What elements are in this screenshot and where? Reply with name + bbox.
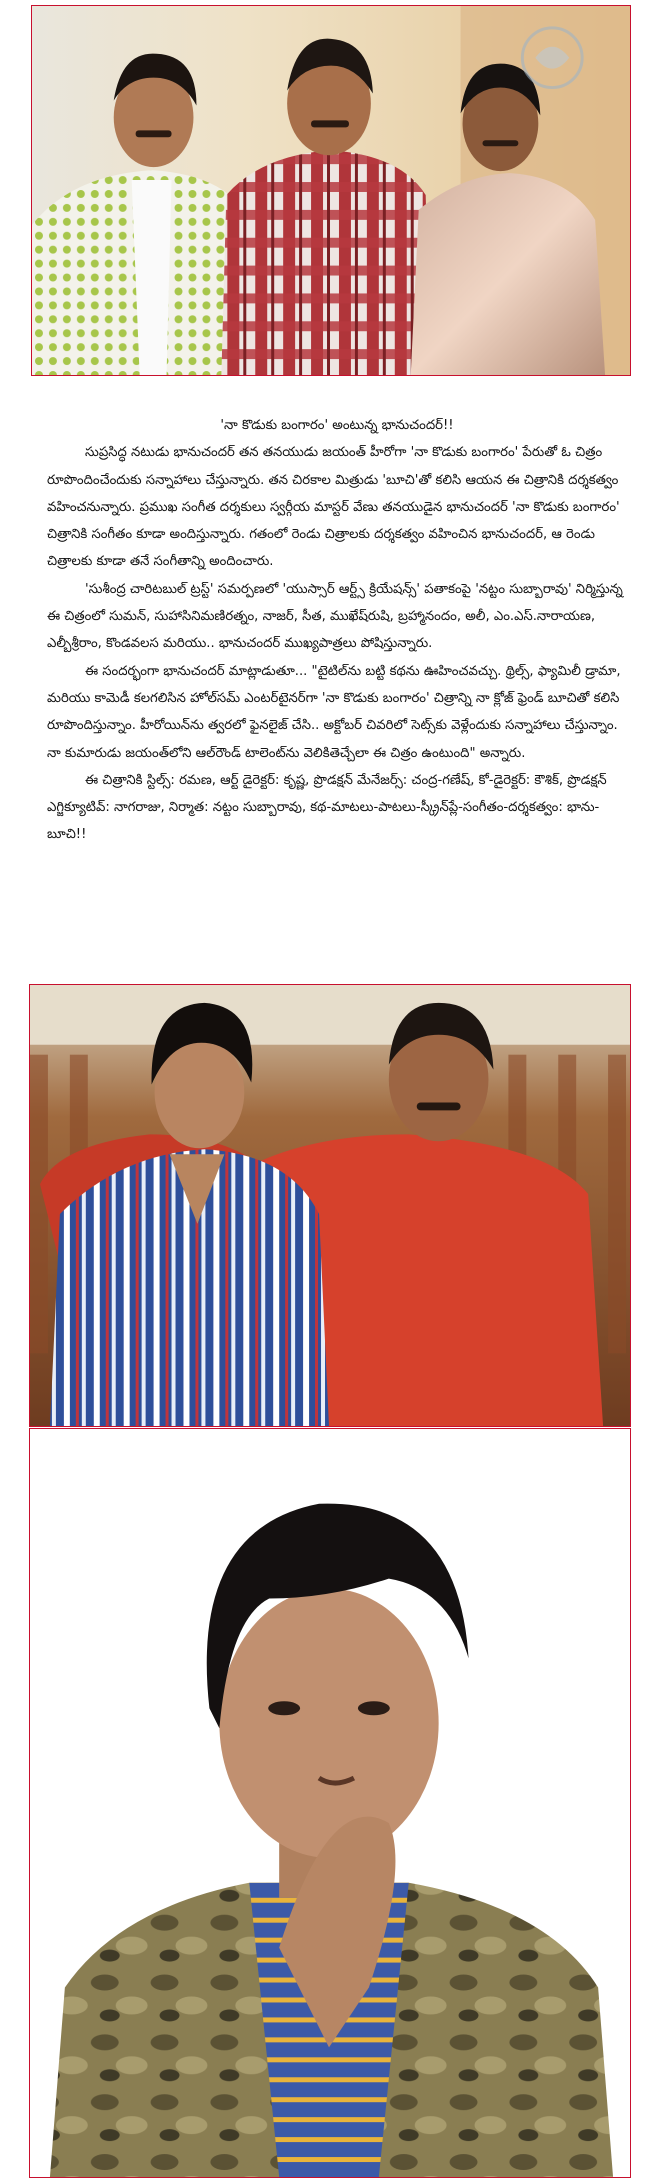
young-man-portrait-illustration	[30, 1429, 630, 2177]
article-body	[47, 412, 627, 849]
three-men-photo-illustration	[32, 6, 630, 375]
article-paragraph: సుప్రసిద్ధ నటుడు భానుచందర్ తన తనయుడు జయంత్ హీరోగా 'నా కొడుకు బంగారం' పేరుతో ఓ చిత్రం రూపొందించేందుకు సన్నాహాలు చేస్తున్నారు. తన చిరకాల మిత్రుడు 'బూచి'తో కలిసి ఆయన ఈ చిత్రానికి దర్శకత్వం వహించనున్నారు. ప్రముఖ సంగీత దర్శకులు స్వర్గీయ మాస్టర్ వేణు తనయుడైన భానుచందర్ 'నా కొడుకు బంగారం' చిత్రానికి సంగీతం కూడా అందిస్తున్నారు. గతంలో రెండు చిత్రాలకు దర్శకత్వం వహించిన భానుచందర్, ఆ రెండు చిత్రాలకు కూడా తనే సంగీతాన్ని అందించారు.	[47, 445, 620, 570]
young-man-portrait	[29, 1428, 631, 2178]
three-men-photo	[31, 5, 631, 376]
article-paragraph: ఈ చిత్రానికి స్టిల్స్: రమణ, ఆర్ట్ డైరెక్టర్: కృష్ణ, ప్రొడక్షన్ మేనేజర్స్: చంద్ర-గణేష్, కో-డైరెక్టర్: కౌశిక్, ప్రొడక్షన్ ఎగ్జిక్యూటివ్: నాగరాజు, నిర్మాత: నట్టం సుబ్బారావు, కథ-మాటలు-పాటలు-స్క్రీన్‌ప్లే-సంగీతం-దర్శకత్వం: భాను-బూచి!!	[47, 772, 607, 843]
father-son-photo	[29, 984, 631, 1427]
article-paragraph: ఈ సందర్భంగా భానుచందర్ మాట్లాడుతూ... "టైటిల్‌ను బట్టి కథను ఊహించవచ్చు. థ్రిల్స్, ఫ్యామిలీ డ్రామా, మరియు కామెడీ కలగలిసిన హోల్‌సమ్ ఎంటర్‌టైనర్‌గా 'నా కొడుకు బంగారం' చిత్రాన్ని నా క్లోజ్ ఫ్రెండ్ బూచితో కలిసి రూపొందిస్తున్నాం. హీరోయిన్‌ను త్వరలో ఫైనలైజ్ చేసి.. అక్టోబర్ చివరిలో సెట్స్‌కు వెళ్లేందుకు సన్నాహాలు చేస్తున్నాం. నా కుమారుడు జయంత్‌లోని ఆల్‌రౌండ్ టాలెంట్‌ను వెలికితెచ్చేలా ఈ చిత్రం ఉంటుంది" అన్నారు.	[47, 663, 621, 761]
article-paragraph: 'సుశీంద్ర చారిటబుల్ ట్రస్ట్' సమర్పణలో 'యుస్సార్ ఆర్ట్స్ క్రియేషన్స్' పతాకంపై 'నట్టం సుబ్బారావు' నిర్మిస్తున్న ఈ చిత్రంలో సుమన్, సుహాసినిమణిరత్నం, నాజర్, సీత, ముఖేష్‌రుషి, బ్రహ్మానందం, అలీ, ఎం.ఎస్.నారాయణ, ఎల్బీశ్రీరాం, కొండవలస మరియు.. భానుచందర్ ముఖ్యపాత్రలు పోషిస్తున్నారు.	[47, 581, 623, 652]
article-title: 'నా కొడుకు బంగారం' అంటున్న భానుచందర్!!	[220, 418, 454, 433]
father-son-photo-illustration	[30, 985, 630, 1426]
